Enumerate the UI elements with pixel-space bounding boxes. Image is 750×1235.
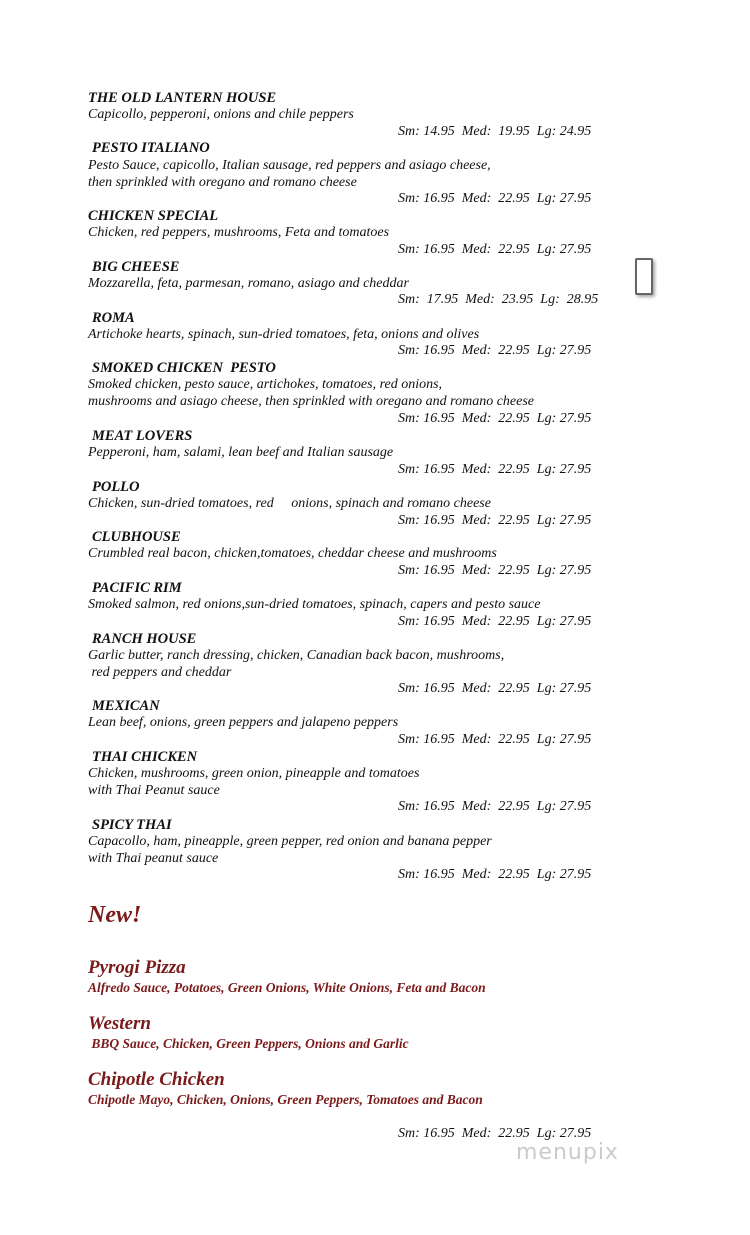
menu-item-title: SPICY THAI	[92, 817, 172, 833]
menu-item-title: CLUBHOUSE	[92, 529, 181, 545]
menu-item-price: Sm: 16.95 Med: 22.95 Lg: 27.95	[398, 513, 592, 528]
new-section-heading: New!	[88, 902, 142, 928]
menu-item-price: Sm: 16.95 Med: 22.95 Lg: 27.95	[398, 411, 592, 426]
menu-item-price: Sm: 16.95 Med: 22.95 Lg: 27.95	[398, 343, 592, 358]
menu-item-description: Capacollo, ham, pineapple, green pepper, red onion and banana pepper	[88, 834, 492, 849]
new-item-title: Western	[88, 1013, 151, 1034]
menu-item-description: Smoked salmon, red onions,sun-dried tomatoes, spinach, capers and pesto sauce	[88, 597, 541, 612]
new-item-title: Chipotle Chicken	[88, 1069, 225, 1090]
menu-item-price: Sm: 16.95 Med: 22.95 Lg: 27.95	[398, 191, 592, 206]
menu-item-description: Artichoke hearts, spinach, sun-dried tomatoes, feta, onions and olives	[88, 327, 480, 342]
menu-item-description: mushrooms and asiago cheese, then sprinkled with oregano and romano cheese	[88, 394, 534, 409]
menu-item-description: Lean beef, onions, green peppers and jalapeno peppers	[88, 715, 399, 730]
menu-item-title: BIG CHEESE	[92, 259, 180, 275]
menu-item-description: then sprinkled with oregano and romano cheese	[88, 175, 357, 190]
new-item-description: Alfredo Sauce, Potatoes, Green Onions, White Onions, Feta and Bacon	[88, 980, 486, 995]
menu-item-description: red peppers and cheddar	[88, 665, 232, 680]
menu-item-description: Chicken, mushrooms, green onion, pineapple and tomatoes	[88, 766, 420, 781]
menu-item-title: PESTO ITALIANO	[92, 140, 210, 156]
menu-item-title: THAI CHICKEN	[92, 749, 198, 765]
menu-item-description: Capicollo, pepperoni, onions and chile peppers	[88, 107, 354, 122]
menu-item-description: with Thai Peanut sauce	[88, 783, 220, 798]
menu-item-title: ROMA	[92, 310, 135, 326]
menu-item-price: Sm: 16.95 Med: 22.95 Lg: 27.95	[398, 242, 592, 257]
menu-item-title: MEAT LOVERS	[92, 428, 193, 444]
new-section-price: Sm: 16.95 Med: 22.95 Lg: 27.95	[398, 1126, 592, 1141]
menu-item-price: Sm: 16.95 Med: 22.95 Lg: 27.95	[398, 799, 592, 814]
menu-item-title: RANCH HOUSE	[92, 631, 197, 647]
new-item-title: Pyrogi Pizza	[88, 957, 186, 978]
menu-item-description: Pesto Sauce, capicollo, Italian sausage, red peppers and asiago cheese,	[88, 158, 491, 173]
menu-item-title: THE OLD LANTERN HOUSE	[88, 90, 277, 106]
page-marker-icon	[635, 258, 653, 295]
menu-item-description: with Thai peanut sauce	[88, 851, 219, 866]
menu-item-price: Sm: 17.95 Med: 23.95 Lg: 28.95	[398, 292, 599, 307]
menu-item-price: Sm: 16.95 Med: 22.95 Lg: 27.95	[398, 614, 592, 629]
menu-item-description: Garlic butter, ranch dressing, chicken, Canadian back bacon, mushrooms,	[88, 648, 505, 663]
menu-item-price: Sm: 16.95 Med: 22.95 Lg: 27.95	[398, 563, 592, 578]
menu-item-description: Crumbled real bacon, chicken,tomatoes, cheddar cheese and mushrooms	[88, 546, 497, 561]
menu-item-title: PACIFIC RIM	[92, 580, 182, 596]
menu-item-description: Chicken, sun-dried tomatoes, red onions, spinach and romano cheese	[88, 496, 491, 511]
menu-item-description: Smoked chicken, pesto sauce, artichokes, tomatoes, red onions,	[88, 377, 443, 392]
menu-item-description: Pepperoni, ham, salami, lean beef and Italian sausage	[88, 445, 394, 460]
menu-item-price: Sm: 16.95 Med: 22.95 Lg: 27.95	[398, 867, 592, 882]
new-item-description: BBQ Sauce, Chicken, Green Peppers, Onions and Garlic	[88, 1036, 409, 1051]
watermark: menupix	[516, 1140, 619, 1165]
menu-item-price: Sm: 16.95 Med: 22.95 Lg: 27.95	[398, 462, 592, 477]
menu-item-price: Sm: 16.95 Med: 22.95 Lg: 27.95	[398, 681, 592, 696]
new-item-description: Chipotle Mayo, Chicken, Onions, Green Peppers, Tomatoes and Bacon	[88, 1092, 483, 1107]
menu-item-description: Chicken, red peppers, mushrooms, Feta and tomatoes	[88, 225, 390, 240]
menu-item-description: Mozzarella, feta, parmesan, romano, asiago and cheddar	[88, 276, 409, 291]
menu-item-title: CHICKEN SPECIAL	[88, 208, 219, 224]
menu-item-title: MEXICAN	[92, 698, 160, 714]
menu-item-price: Sm: 14.95 Med: 19.95 Lg: 24.95	[398, 124, 592, 139]
menu-item-title: POLLO	[92, 479, 140, 495]
menu-item-title: SMOKED CHICKEN PESTO	[92, 360, 276, 376]
menu-item-price: Sm: 16.95 Med: 22.95 Lg: 27.95	[398, 732, 592, 747]
